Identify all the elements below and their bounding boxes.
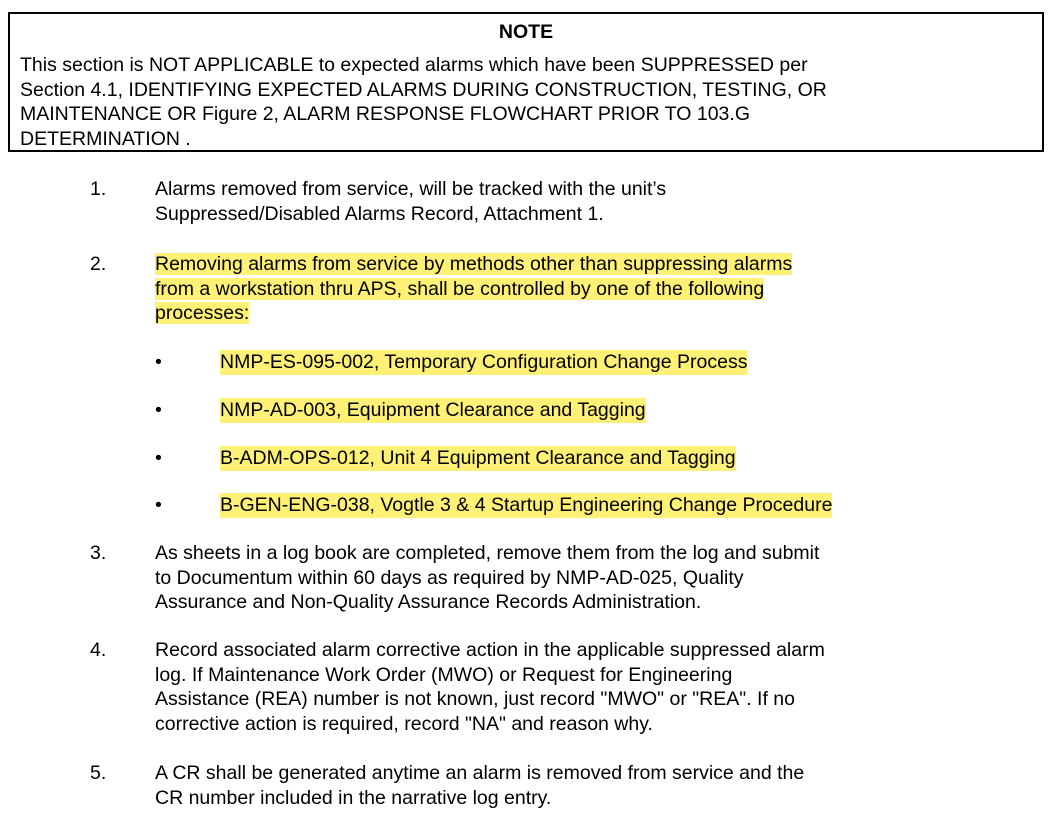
bullet-icon: • bbox=[155, 399, 162, 421]
step-number: 2. bbox=[90, 253, 107, 275]
note-title: NOTE bbox=[498, 21, 554, 43]
step-text bbox=[155, 177, 945, 226]
step-line: Assistance (REA) number is not known, just record "MWO" or "REA". If no bbox=[155, 688, 795, 710]
step-number: 1. bbox=[90, 178, 107, 200]
step-line: Suppressed/Disabled Alarms Record, Attachment 1. bbox=[155, 202, 604, 225]
note-line: MAINTENANCE OR Figure 2, ALARM RESPONSE FLOWCHART PRIOR TO 103.G bbox=[20, 103, 750, 125]
step-line: A CR shall be generated anytime an alarm is removed from service and the bbox=[155, 762, 805, 784]
step-text bbox=[155, 638, 945, 736]
step-line-highlighted: from a workstation thru APS, shall be controlled by one of the following bbox=[155, 277, 765, 300]
step-line: Assurance and Non-Quality Assurance Records Administration. bbox=[155, 591, 702, 613]
note-box bbox=[8, 12, 1044, 152]
step-number: 5. bbox=[90, 762, 107, 784]
step-line: corrective action is required, record "NA" and reason why. bbox=[155, 712, 653, 735]
step-line-highlighted: Removing alarms from service by methods other than suppressing alarms bbox=[155, 253, 793, 275]
note-line: Section 4.1, IDENTIFYING EXPECTED ALARMS DURING CONSTRUCTION, TESTING, OR bbox=[20, 78, 827, 101]
step-line: log. If Maintenance Work Order (MWO) or Request for Engineering bbox=[155, 663, 733, 686]
bullet-text: B-ADM-OPS-012, Unit 4 Equipment Clearance and Tagging bbox=[220, 447, 736, 469]
step-line: CR number included in the narrative log entry. bbox=[155, 786, 552, 809]
note-line: This section is NOT APPLICABLE to expected alarms which have been SUPPRESSED per bbox=[20, 54, 808, 76]
bullet-text: NMP-AD-003, Equipment Clearance and Tagging bbox=[220, 399, 646, 421]
step-text bbox=[155, 761, 945, 810]
step-line: Alarms removed from service, will be tracked with the unit’s bbox=[155, 178, 667, 200]
step-text bbox=[155, 541, 945, 615]
note-text bbox=[20, 53, 1032, 151]
step-line: to Documentum within 60 days as required by NMP-AD-025, Quality bbox=[155, 566, 744, 589]
step-line: As sheets in a log book are completed, remove them from the log and submit bbox=[155, 542, 820, 564]
bullet-text: B-GEN-ENG-038, Vogtle 3 & 4 Startup Engineering Change Procedure bbox=[220, 494, 833, 516]
note-line: DETERMINATION . bbox=[20, 127, 191, 150]
step-line: Record associated alarm corrective action in the applicable suppressed alarm bbox=[155, 639, 825, 661]
bullet-icon: • bbox=[155, 494, 162, 516]
bullet-text: NMP-ES-095-002, Temporary Configuration Change Process bbox=[220, 351, 748, 373]
bullet-icon: • bbox=[155, 351, 162, 373]
step-text bbox=[155, 252, 945, 326]
bullet-icon: • bbox=[155, 447, 162, 469]
step-line-highlighted: processes: bbox=[155, 302, 250, 324]
step-number: 4. bbox=[90, 639, 107, 661]
step-number: 3. bbox=[90, 542, 107, 564]
